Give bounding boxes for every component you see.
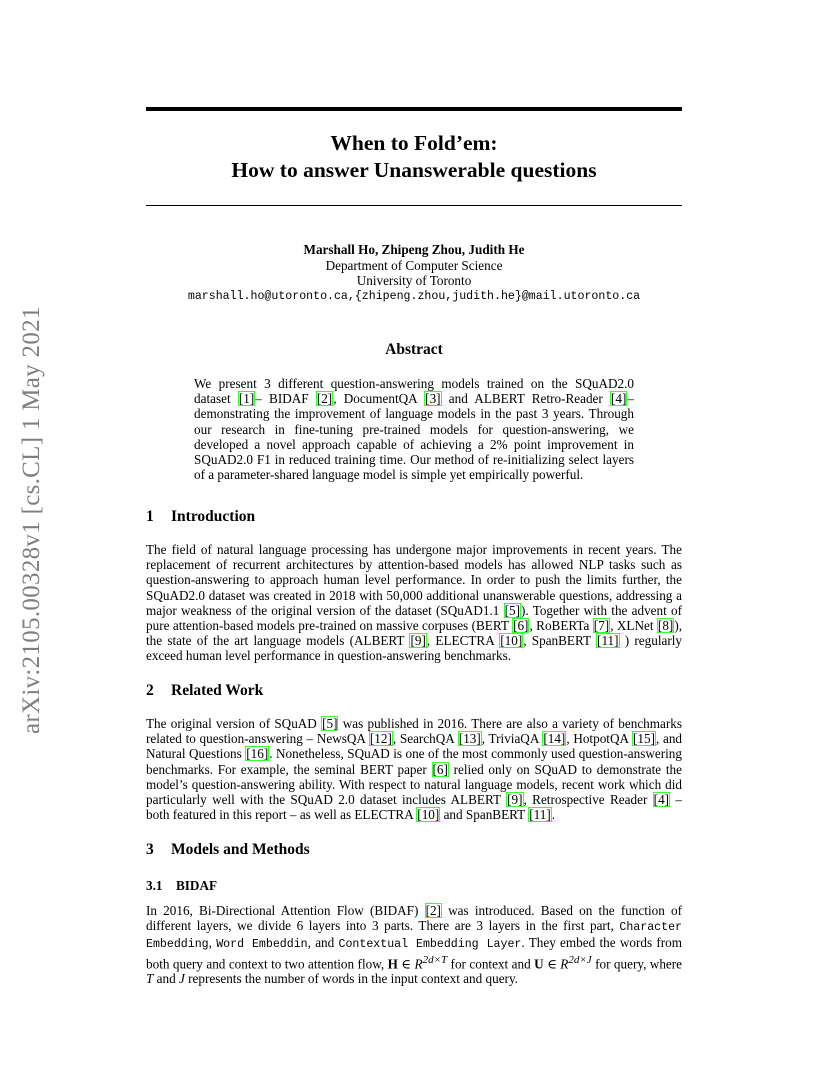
citation-link[interactable]: [12] xyxy=(369,731,392,747)
citation-link[interactable]: [7] xyxy=(593,618,610,634)
code-term: Contextual Embedding Layer xyxy=(338,938,522,952)
arxiv-identifier: arXiv:2105.00328v1 [cs.CL] 1 May 2021 xyxy=(18,306,45,734)
title-line-2: How to answer Unanswerable questions xyxy=(231,158,597,182)
citation-link[interactable]: [2] xyxy=(425,903,441,918)
math-symbol: J xyxy=(178,971,185,987)
citation-link[interactable]: [4] xyxy=(611,391,627,407)
citation-link[interactable]: [11] xyxy=(597,633,619,649)
abstract-heading: Abstract xyxy=(385,341,443,358)
section-heading-introduction: 1 Introduction xyxy=(146,508,256,525)
citation-link[interactable]: [2] xyxy=(316,391,333,407)
section-heading-related-work: 2 Related Work xyxy=(146,682,264,699)
math-symbol: T xyxy=(146,971,154,987)
citation-link[interactable]: [10] xyxy=(417,807,440,823)
citation-link[interactable]: [6] xyxy=(432,761,448,777)
university: University of Toronto xyxy=(356,273,472,288)
citation-link[interactable]: [16] xyxy=(246,746,269,762)
citation-link[interactable]: [9] xyxy=(507,792,523,808)
author-names: Marshall Ho, Zhipeng Zhou, Judith He xyxy=(303,242,525,257)
citation-link[interactable]: [5] xyxy=(504,602,521,618)
citation-link[interactable]: [6] xyxy=(513,618,529,634)
subsection-heading-bidaf: 3.1 BIDAF xyxy=(146,878,218,893)
section-heading-models-and-methods: 3 Models and Methods xyxy=(146,841,310,858)
math-symbol: U xyxy=(534,956,544,971)
citation-link[interactable]: [10] xyxy=(500,633,523,649)
author-block xyxy=(146,242,682,304)
citation-link[interactable]: [14] xyxy=(543,731,566,747)
math-symbol: R xyxy=(414,956,423,971)
abstract-text: We present 3 different question-answering models trained on the SQuAD2.0 dataset [1]– BIDAF [2], DocumentQA [3] and ALBERT Retro-Reader [4]– demonstrating the improvement of language models in the past 3 years. Through our research in fine-tuning pre-trained models for question-answering, we developed a novel approach capable of achieving a 2% point improvement in SQuAD2.0 F1 in reduced training time. Our method of re-initializing select layers of a parameter-shared language model is simple yet empirically powerful. xyxy=(194,376,634,483)
citation-link[interactable]: [15] xyxy=(632,731,655,747)
department: Department of Computer Science xyxy=(325,257,503,273)
code-term: Character Embedding xyxy=(146,921,682,952)
math-symbol: R xyxy=(560,956,569,971)
citation-link[interactable]: [3] xyxy=(425,391,441,407)
citation-link[interactable]: [9] xyxy=(410,633,426,649)
introduction-paragraph: The field of natural language processing has undergone major improvements in recent years. The replacement of recurrent architectures by attention-based models has allowed NLP tasks such as question-answering to approach human level performance. In order to push the limits further, the SQuAD2.0 dataset was created in 2018 with 50,000 additional unanswerable questions, addressing a major weakness of the original version of the dataset (SQuAD1.1 [5]). Together with the advent of pure attention-based models pre-trained on massive corpuses (BERT [6], RoBERTa [7], XLNet [8]), the state of the art language models (ALBERT [9], ELECTRA [10], SpanBERT [11] ) regularly exceed human level performance in question-answering benchmarks. xyxy=(146,542,683,664)
bidaf-paragraph: In 2016, Bi-Directional Attention Flow (BIDAF) [2] was introduced. Based on the function of different layers, we divide 6 layers into 3 parts. There are 3 layers in the first part, Character Embedding, Word Embeddin, and Contextual Embedding Layer. They embed the words from both query and context to two attention flow, H ∈ $R^{2d\times T}$ for context and U ∈ $R^{2d\times J}$ for query, where T and J represents the number of words in the input context and query. xyxy=(146,903,683,987)
related-work-paragraph: The original version of SQuAD [5] was published in 2016. There are also a variety of benchmarks related to question-answering – NewsQA [12], SearchQA [13], TriviaQA [14], HotpotQA [15], and Natural Questions [16]. Nonetheless, SQuAD is one of the most commonly used question-answering benchmarks. For example, the seminal BERT paper [6] relied only on SQuAD to demonstrate the model’s question-answering ability. With respect to natural language models, recent work which did particularly well with the SQuAD 2.0 dataset includes ALBERT [9], Retrospective Reader [4] – both featured in this report – as well as ELECTRA [10] and SpanBERT [11]. xyxy=(146,716,683,823)
code-term: Word Embeddin xyxy=(216,938,308,952)
title-line-1: When to Fold’em: xyxy=(330,131,498,155)
math-symbol: H xyxy=(387,956,398,971)
citation-link[interactable]: [11] xyxy=(529,807,551,823)
title-bottom-rule xyxy=(146,205,682,206)
citation-link[interactable]: [4] xyxy=(653,792,670,808)
author-emails: marshall.ho@utoronto.ca,{zhipeng.zhou,judith.he}@mail.utoronto.ca xyxy=(187,289,641,303)
title-top-rule xyxy=(146,107,682,111)
citation-link[interactable]: [5] xyxy=(322,716,338,731)
citation-link[interactable]: [13] xyxy=(458,731,481,747)
paper-title xyxy=(146,130,682,184)
citation-link[interactable]: [8] xyxy=(657,618,674,634)
citation-link[interactable]: [1] xyxy=(238,391,255,407)
